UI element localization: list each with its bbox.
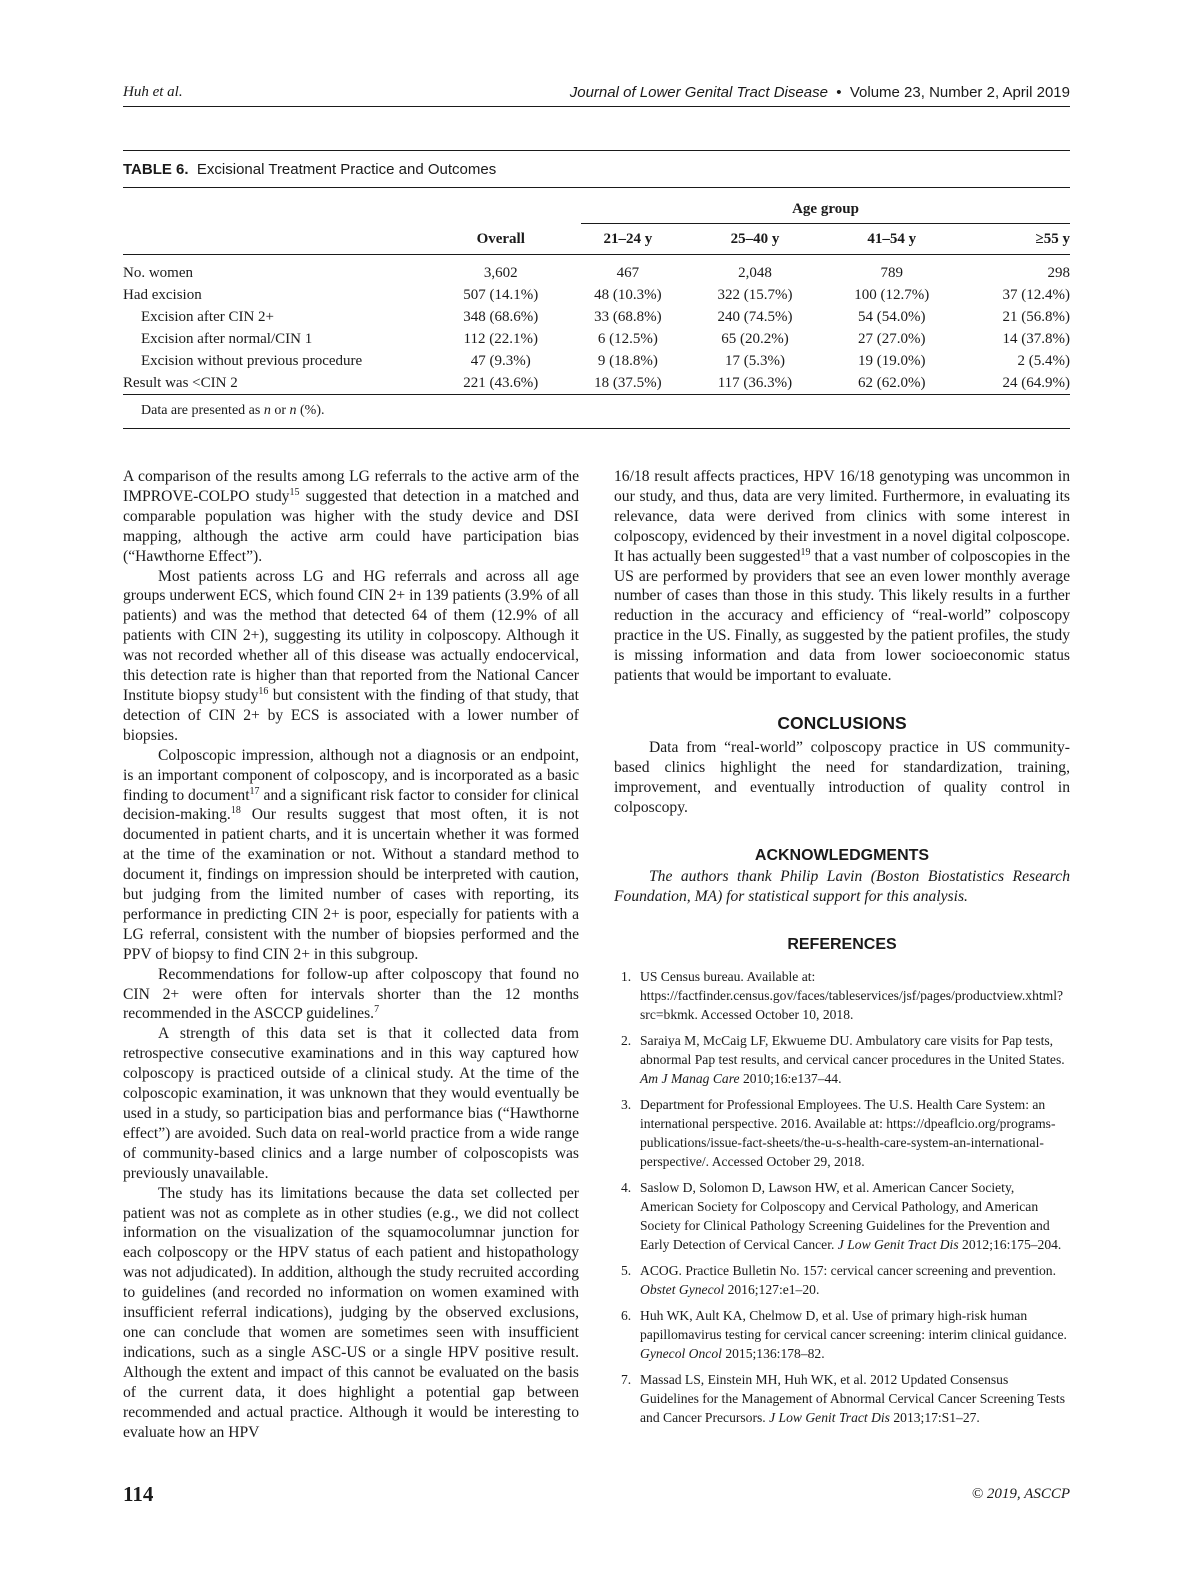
acknowledgments-paragraph: The authors thank Philip Lavin (Boston Biostatistics Research Foundation, MA) for statistical support for this analysis. [614, 868, 1070, 906]
reference-text: 2016;127:e1–20. [724, 1282, 820, 1298]
paragraph-text: Our results suggest that most often, it is not documented in patient charts, and it is uncertain whether it was formed at the time of the examination or not. Without a standard method to document it, findings on impression should be interpreted with caution, but judging from the limited number of cases with reporting, its performance in predicting CIN 2+ is poor, especially for patients with a LG referral, consistent with the number of biopsies performed and the PPV of biopsy to find CIN 2+ in this subgroup. [123, 806, 579, 963]
table-header-cell [123, 227, 437, 255]
reference-journal: Am J Manag Care [640, 1071, 740, 1087]
table-row [123, 350, 1070, 372]
paragraph: The study has its limitations because the data set collected per patient was not as complete as in other studies (e.g., we did not collect information on the visualization of the squamocolumnar junction for each colposcopy or the HPV status of each patient and histopathology was not adjudicated). In addition, although the study recruited according to guidelines (and recorded no information on women examined with insufficient referral indications), judging by the observed exclusions, one can conclude that women are sometimes seen with insufficient indications, such as a single ASC-US or a single HPV positive result. Although the extent and impact of this cannot be evaluated on the basis of the current data, it does highlight a potential gap between recommended and actual practice. Although it would be interesting to evaluate how an HPV [123, 1184, 579, 1441]
paragraph-text: suggested that detection in a matched and comparable population was higher with the study device and DSI mapping, although the active arm could have participation bias (“Hawthorne Effect”). [123, 487, 579, 565]
table-title: Excisional Treatment Practice and Outcomes [196, 161, 497, 178]
running-header-authors: Huh et al. [123, 84, 183, 100]
table-cell: 117 (36.3%) [717, 375, 793, 391]
table-footnote [141, 403, 325, 419]
paragraph [614, 467, 1070, 686]
table-cell: 9 (18.8%) [597, 353, 658, 369]
reference-journal: Gynecol Oncol [640, 1346, 722, 1362]
paragraph [123, 467, 579, 567]
right-column [614, 467, 1070, 1434]
table-cell: 221 (43.6%) [463, 375, 539, 391]
reference-journal: J Low Genit Tract Dis [837, 1237, 959, 1253]
table-header-cell: 25–40 y [730, 230, 780, 247]
table-bottom-rule [123, 428, 1070, 429]
table-cell: 48 (10.3%) [594, 287, 662, 303]
table-caption [123, 161, 496, 178]
table-row [123, 306, 1070, 328]
reference-text: Saslow D, Solomon D, Lawson HW, et al. American Cancer Society, American Society for Colposcopy and Cervical Pathology, and American Society for Clinical Pathology Screening Guidelines for the Prevention and Early Detection of Cervical Cancer. [640, 1180, 1050, 1253]
table-cell: 322 (15.7%) [717, 287, 793, 303]
row-label: Excision after normal/CIN 1 [141, 331, 313, 347]
reference-number: 5. [621, 1263, 632, 1279]
row-label: No. women [123, 265, 193, 281]
running-header-journal [570, 84, 1070, 101]
reference-item [614, 1306, 1070, 1363]
reference-list [614, 967, 1070, 1427]
paragraph: A strength of this data set is that it collected data from retrospective consecutive examinations and in this way captured how colposcopy is practiced outside of a clinical study. At the time of the colposcopic examination, it was unknown that they would eventually be used in a study, so participation bias and performance bias (“Hawthorne effect”) are avoided. Such data on real-world practice from a wide range of community-based clinics and a large number of colposcopists was previously unavailable. [123, 1025, 579, 1182]
table-cell: 21 (56.8%) [1002, 309, 1070, 325]
paragraph-text: but consistent with the finding of that study, that detection of CIN 2+ by ECS is associated with a lower number of biopsies. [123, 686, 579, 744]
paragraph [123, 746, 579, 965]
paragraph [123, 965, 579, 1025]
table-cell: 2 (5.4%) [1017, 353, 1070, 369]
reference-number: 4. [621, 1180, 632, 1196]
references-heading: REFERENCES [787, 936, 897, 954]
reference-item [614, 1370, 1070, 1427]
reference-number: 2. [621, 1033, 632, 1049]
table-cell: 19 (19.0%) [857, 353, 926, 369]
paragraph-text: and a significant risk factor to consider for clinical decision-making. [123, 786, 580, 824]
journal-name: Journal of Lower Genital Tract Disease [569, 84, 828, 101]
row-label: Excision without previous procedure [141, 353, 363, 369]
table-top-rule [123, 150, 1070, 151]
table-cell: 33 (68.8%) [594, 309, 662, 325]
row-label: Excision after CIN 2+ [141, 309, 275, 325]
citation: 16 [258, 685, 269, 697]
table-cell: 6 (12.5%) [597, 331, 658, 347]
table-cell: 14 (37.8%) [1002, 331, 1070, 347]
row-label: Had excision [123, 287, 202, 303]
reference-number: 7. [621, 1372, 632, 1388]
table-cell: 27 (27.0%) [857, 331, 926, 347]
reference-item [614, 1031, 1070, 1088]
reference-text: Department for Professional Employees. The U.S. Health Care System: an international perspective. 2016. Available at: https://dpeaflcio.org/programs-publications/issue-fact-sheets/the-u-s-health-care-system-an-international-perspective/. Accessed October 29, 2018. [640, 1097, 1056, 1170]
footnote-text: or [270, 403, 290, 418]
citation: 19 [800, 546, 811, 558]
paragraph-text: that a vast number of colposcopies in the US are performed by providers that see an even lower monthly average number of cases than those in this study. This likely results in a further reduction in the accuracy and efficiency of “real-world” colposcopy practice in the US. Finally, as suggested by the patient profiles, the study is missing information and data from lower socioeconomic status patients that would be important to evaluate. [614, 547, 1071, 685]
table-cell: 54 (54.0%) [857, 309, 926, 325]
reference-item [614, 1261, 1070, 1299]
table-cell: 112 (22.1%) [463, 331, 538, 347]
paragraph-text: A comparison of the results among LG referrals to the active arm of the IMPROVE-COLPO study [123, 468, 579, 505]
paragraph-text: Recommendations for follow-up after colposcopy that found no CIN 2+ were often for intervals shorter than the 12 months recommended in the ASCCP guidelines. [123, 965, 579, 1023]
table-header-cell: 41–54 y [867, 230, 917, 247]
running-header [123, 84, 1070, 108]
paragraph-text: Colposcopic impression, although not a diagnosis or an endpoint, is an important component of colposcopy, and is incorporated as a basic finding to document [123, 746, 579, 804]
paragraph-text: 16/18 result affects practices, HPV 16/18 genotyping was uncommon in our study, and thus, data are very limited. Furthermore, in evaluating its relevance, data were derived from clinics with some interest in colposcopy, evidenced by their investment in a novel digital colposcope. It has actually been suggested [614, 468, 1070, 565]
table-cell: 65 (20.2%) [721, 331, 789, 347]
conclusions-paragraph: Data from “real-world” colposcopy practice in US community-based clinics highlight the need for standardization, training, improvement, and eventually introduction of quality control in colposcopy. [614, 738, 1070, 816]
reference-text: Massad LS, Einstein MH, Huh WK, et al. 2012 Updated Consensus Guidelines for the Management of Abnormal Cervical Cancer Screening Tests and Cancer Precursors. [640, 1372, 1065, 1426]
table-cell: 298 [1047, 265, 1070, 281]
table-header-cell: 21–24 y [603, 230, 653, 247]
table-cell: 467 [616, 265, 640, 281]
table-cell: 62 (62.0%) [857, 375, 926, 391]
page-number: 114 [123, 1482, 154, 1506]
table-header-row [123, 227, 1070, 255]
reference-text: US Census bureau. Available at: https://factfinder.census.gov/faces/tableservices/jsf/pages/productview.xhtml?src=bkmk. Accessed October 10, 2018. [640, 969, 1064, 1023]
reference-item [614, 1178, 1070, 1254]
paragraph [123, 567, 579, 746]
table-cell: 18 (37.5%) [594, 375, 662, 391]
reference-text: Saraiya M, McCaig LF, Ekwueme DU. Ambulatory care visits for Pap tests, abnormal Pap test results, and cervical cancer procedures in the United States. [640, 1033, 1065, 1068]
table-header-cell: ≥55 y [1035, 230, 1070, 247]
header-bullet: • [836, 84, 842, 101]
left-column [123, 467, 579, 1442]
table-caption-rule [123, 187, 1070, 188]
table-cell: 47 (9.3%) [470, 353, 531, 369]
age-group-header: Age group [792, 201, 859, 217]
table-cell: 789 [880, 265, 903, 281]
table-cell: 17 (5.3%) [724, 353, 785, 369]
table-cell: 37 (12.4%) [1002, 287, 1070, 303]
reference-item [614, 1095, 1070, 1171]
reference-number: 6. [621, 1308, 632, 1324]
reference-text: 2013;17:S1–27. [889, 1410, 980, 1426]
table-row [123, 255, 1070, 285]
row-label: Result was <CIN 2 [123, 375, 238, 391]
reference-journal: J Low Genit Tract Dis [769, 1410, 890, 1426]
table-cell: 507 (14.1%) [463, 287, 539, 303]
table-row [123, 284, 1070, 306]
footnote-text: Data are presented as [141, 403, 264, 418]
table-body-rule [123, 394, 1070, 395]
reference-number: 1. [621, 969, 632, 985]
table-cell: 348 (68.6%) [463, 309, 539, 325]
age-group-rule [581, 223, 1070, 224]
table-cell: 100 (12.7%) [854, 287, 930, 303]
citation: 7 [374, 1004, 380, 1016]
reference-text: 2012;16:175–204. [958, 1237, 1062, 1253]
table-cell: 24 (64.9%) [1002, 375, 1070, 391]
citation: 18 [230, 805, 241, 817]
table-label: TABLE 6. [123, 161, 189, 178]
reference-item [614, 967, 1070, 1024]
citation: 15 [289, 486, 300, 498]
header-rule [123, 106, 1070, 107]
reference-text: ACOG. Practice Bulletin No. 157: cervical cancer screening and prevention. [640, 1263, 1056, 1279]
table-row [123, 328, 1070, 350]
reference-text: 2015;136:178–82. [721, 1346, 825, 1362]
acknowledgments-heading: ACKNOWLEDGMENTS [754, 846, 930, 864]
conclusions-heading: CONCLUSIONS [777, 712, 907, 733]
reference-text: 2010;16:e137–44. [739, 1071, 842, 1087]
citation: 17 [249, 785, 260, 797]
reference-journal: Obstet Gynecol [640, 1282, 725, 1298]
reference-text: Huh WK, Ault KA, Chelmow D, et al. Use of primary high-risk human papillomavirus testing for cervical cancer screening: interim clinical guidance. [640, 1308, 1067, 1343]
copyright-notice: © 2019, ASCCP [971, 1486, 1070, 1502]
table-header-cell: Overall [476, 230, 525, 247]
table-cell: 2,048 [738, 265, 772, 281]
footnote-text: (%). [296, 403, 325, 418]
table-cell: 240 (74.5%) [717, 309, 793, 325]
footnote-n: n [263, 403, 271, 418]
journal-volume: Volume 23, Number 2, April 2019 [849, 84, 1070, 101]
footnote-n: n [289, 403, 297, 418]
excisional-treatment-table [123, 227, 1070, 399]
reference-number: 3. [621, 1097, 632, 1113]
paragraph-text: Most patients across LG and HG referrals and across all age groups underwent ECS, which found CIN 2+ in 139 patients (3.9% of all patients) and was the method that detected 64 of them (12.9% of all patients with CIN 2+), suggesting its utility in colposcopy. Although it was not recorded whether all of this disease was actually endocervical, this detection rate is higher than that reported from the National Cancer Institute biopsy study [123, 567, 579, 704]
table-cell: 3,602 [483, 265, 518, 281]
